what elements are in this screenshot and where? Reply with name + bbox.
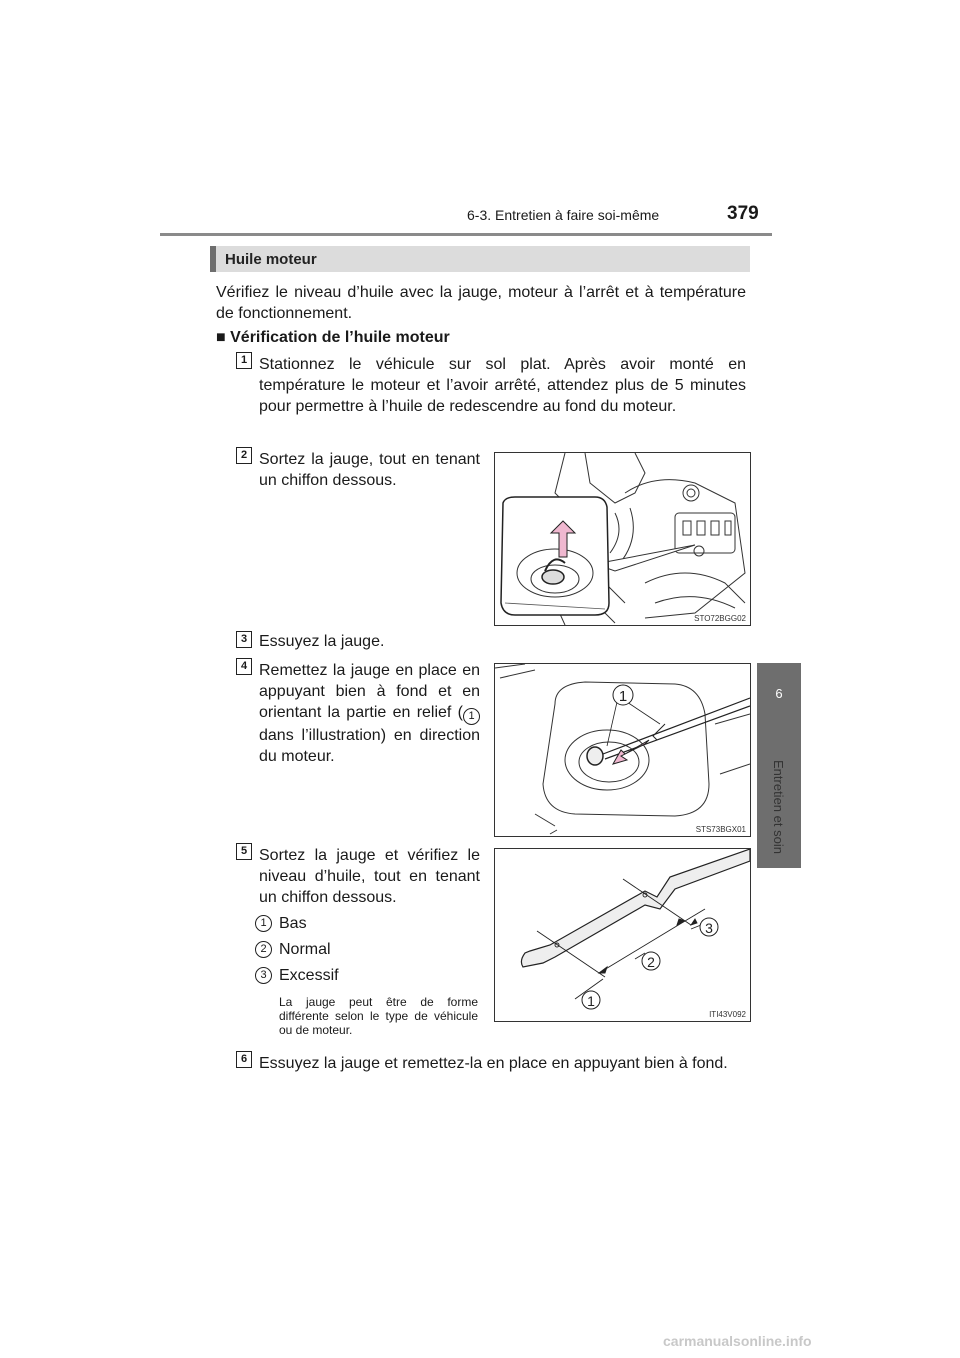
watermark: carmanualsonline.info <box>663 1333 812 1349</box>
step-4-text-before: Remettez la jauge en place en appuyant bien à fond et en orientant la partie en relief ( <box>259 662 480 721</box>
step-5-text: Sortez la jauge et vérifiez le niveau d’huile, tout en tenant un chiffon dessous. <box>259 847 480 906</box>
engine-bay-illustration <box>495 453 750 625</box>
step-6-text: Essuyez la jauge et remettez-la en place en appuyant bien à fond. <box>259 1055 728 1072</box>
chapter-tab-label: Entretien et soin <box>771 760 786 854</box>
level-2-label: Normal <box>279 941 331 958</box>
chapter-tab-number: 6 <box>775 686 783 701</box>
square-bullet-icon: ■ <box>216 329 226 346</box>
step-1-text: Stationnez le véhicule sur sol plat. Après avoir monté en température le moteur et l’avoir arrêté, attendez plus de 5 minutes pour permettre à l’huile de redescendre au fond du moteur. <box>259 356 746 415</box>
step-number-1: 1 <box>236 352 252 369</box>
step-3-text: Essuyez la jauge. <box>259 633 385 650</box>
section-title-accent <box>210 246 216 272</box>
level-1-marker: 1 <box>255 915 272 932</box>
figure-2-code: STS73BGX01 <box>695 825 746 834</box>
figure-dipstick-location <box>494 452 751 626</box>
level-3-marker: 3 <box>255 967 272 984</box>
step-number-2: 2 <box>236 447 252 464</box>
fig3-callout-3: 3 <box>705 920 713 936</box>
section-intro: Vérifiez le niveau d’huile avec la jauge, moteur à l’arrêt et à température de fonctionnement. <box>216 284 746 322</box>
figure-dipstick-insert <box>494 663 751 837</box>
figure-3-code: ITI43V092 <box>709 1010 746 1019</box>
subsection-heading <box>216 329 450 347</box>
step-number-3: 3 <box>236 631 252 648</box>
subsection-title: Vérification de l’huile moteur <box>230 329 450 346</box>
header-section: 6-3. Entretien à faire soi-même <box>467 207 660 223</box>
level-3-label: Excessif <box>279 967 339 984</box>
callout-1-marker: 1 <box>463 708 480 725</box>
dipstick-levels-illustration <box>495 849 750 1021</box>
step-number-4: 4 <box>236 658 252 675</box>
level-2-marker: 2 <box>255 941 272 958</box>
page-number: 379 <box>727 203 759 224</box>
fig3-callout-1: 1 <box>587 993 595 1009</box>
level-1-label: Bas <box>279 915 307 932</box>
figure-dipstick-levels <box>494 848 751 1022</box>
step-number-5: 5 <box>236 843 252 860</box>
header-divider <box>160 233 772 236</box>
dipstick-note: La jauge peut être de forme différente selon le type de véhicule ou de moteur. <box>279 995 478 1037</box>
step-number-6: 6 <box>236 1051 252 1068</box>
step-2-text: Sortez la jauge, tout en tenant un chiffon dessous. <box>259 451 480 489</box>
figure-1-code: STO72BGG02 <box>694 614 746 623</box>
section-title: Huile moteur <box>225 251 317 268</box>
step-4-text <box>259 660 480 767</box>
dipstick-insert-illustration <box>495 664 750 836</box>
step-4-text-after: dans l’illustration) en direction du moteur. <box>259 727 480 765</box>
fig2-callout-1: 1 <box>618 688 628 705</box>
fig3-callout-2: 2 <box>647 954 655 970</box>
